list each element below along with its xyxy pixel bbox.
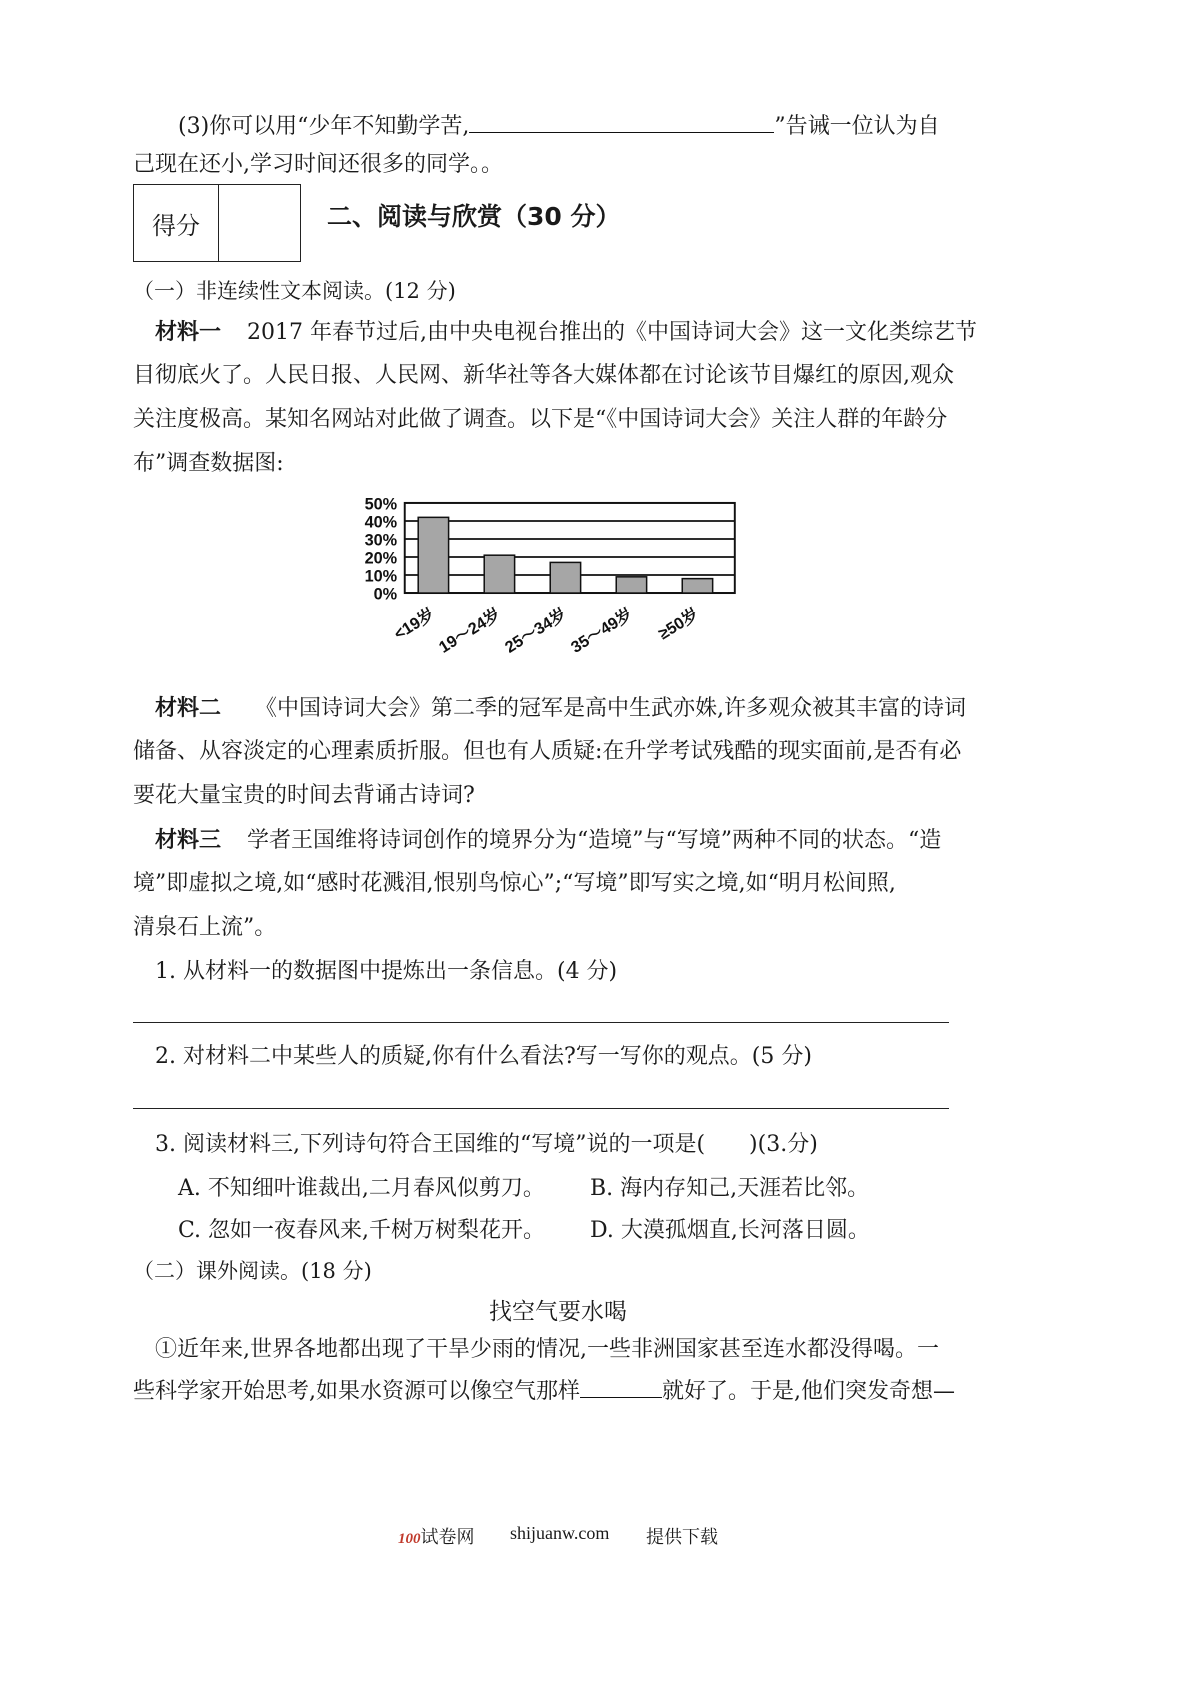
x-tick-label: 35～49岁: [567, 605, 636, 657]
part1-title: （一）非连续性文本阅读。(12 分): [133, 279, 456, 303]
m2-label: 材料二: [155, 695, 222, 721]
y-tick-label: 0%: [373, 585, 398, 604]
question-1: 1. 从材料一的数据图中提炼出一条信息。(4 分): [155, 959, 618, 984]
score-label: 得分: [134, 185, 219, 261]
y-tick-label: 40%: [364, 513, 398, 532]
q3-line1: [178, 112, 940, 142]
footer-note: 提供下载: [646, 1527, 718, 1547]
x-tick-label: 19～24岁: [435, 605, 504, 657]
m3-line2: 境”即虚拟之境,如“感时花溅泪,恨别鸟惊心”;“写境”即写实之境,如“明月松间照,: [133, 871, 896, 896]
footer-site: 试卷网: [420, 1527, 475, 1547]
m3-text1: 学者王国维将诗词创作的境界分为“造境”与“写境”两种不同的状态。“造: [247, 828, 942, 853]
m3-line3: 清泉石上流”。: [133, 915, 277, 940]
m2-line2: 储备、从容淡定的心理素质折服。但也有人质疑:在升学考试残酷的现实面前,是否有必: [133, 739, 962, 764]
p1-line2: [133, 1377, 955, 1407]
option-a[interactable]: A. 不知细叶谁裁出,二月春风似剪刀。: [178, 1176, 545, 1201]
q3-line2: 己现在还小,学习时间还很多的同学。。: [133, 152, 503, 177]
m1-text1: 2017 年春节过后,由中央电视台推出的《中国诗词大会》这一文化类综艺节: [247, 320, 977, 345]
m1-line2: 目彻底火了。人民日报、人民网、新华社等各大媒体都在讨论该节目爆红的原因,观众: [133, 363, 954, 388]
p1-line1: ①近年来,世界各地都出现了干旱少雨的情况,一些非洲国家甚至连水都没得喝。一: [155, 1337, 939, 1362]
bar: [418, 517, 448, 593]
y-tick-label: 50%: [364, 495, 398, 514]
m2-line1: [155, 693, 966, 724]
score-box: [133, 184, 301, 262]
y-tick-label: 30%: [364, 531, 398, 550]
footer-brand: [398, 1523, 475, 1549]
bar: [550, 562, 580, 593]
x-tick-label: <19岁: [390, 605, 438, 644]
m3-line1: [155, 825, 941, 856]
y-tick-label: 20%: [364, 549, 398, 568]
m1-line4: 布”调查数据图:: [133, 451, 284, 476]
question-3: 3. 阅读材料三,下列诗句符合王国维的“写境”说的一项是( )(3.分): [155, 1132, 818, 1157]
q3-blank[interactable]: [469, 132, 774, 133]
answer-line-1[interactable]: [133, 1022, 949, 1023]
bar: [682, 579, 712, 593]
bar: [616, 577, 646, 593]
m1-line3: 关注度极高。某知名网站对此做了调查。以下是“《中国诗词大会》关注人群的年龄分: [133, 407, 948, 432]
m1-line1: [155, 317, 977, 348]
m3-label: 材料三: [155, 827, 222, 853]
age-distribution-chart: [364, 492, 750, 657]
q3-suffix: ”告诫一位认为自: [774, 114, 940, 139]
option-c[interactable]: C. 忽如一夜春风来,千树万树梨花开。: [178, 1218, 546, 1243]
m2-text1: 《中国诗词大会》第二季的冠军是高中生武亦姝,许多观众被其丰富的诗词: [255, 696, 967, 721]
article-title: 找空气要水喝: [489, 1299, 627, 1325]
y-tick-label: 10%: [364, 567, 398, 586]
bar: [484, 555, 514, 593]
x-tick-label: ≥50岁: [655, 605, 702, 644]
p1-blank[interactable]: [580, 1397, 662, 1398]
footer-logo: 100: [398, 1531, 421, 1547]
q3-prefix: (3)你可以用“少年不知勤学苦,: [178, 114, 470, 139]
m1-label: 材料一: [155, 319, 222, 345]
x-tick-label: 25～34岁: [501, 605, 570, 657]
footer-url[interactable]: shijuanw.com: [510, 1523, 610, 1543]
m2-line3: 要花大量宝贵的时间去背诵古诗词?: [133, 783, 475, 808]
answer-line-2[interactable]: [133, 1108, 949, 1109]
option-d[interactable]: D. 大漠孤烟直,长河落日圆。: [590, 1218, 870, 1243]
p1-text-a: 些科学家开始思考,如果水资源可以像空气那样: [133, 1379, 580, 1404]
part2-title: （二）课外阅读。(18 分): [133, 1259, 372, 1283]
section-title: 二、阅读与欣赏（30 分）: [327, 202, 621, 231]
score-cell[interactable]: [219, 185, 300, 261]
option-b[interactable]: B. 海内存知己,天涯若比邻。: [590, 1176, 870, 1201]
p1-text-b: 就好了。于是,他们突发奇想—: [662, 1379, 955, 1404]
question-2: 2. 对材料二中某些人的质疑,你有什么看法?写一写你的观点。(5 分): [155, 1044, 812, 1069]
